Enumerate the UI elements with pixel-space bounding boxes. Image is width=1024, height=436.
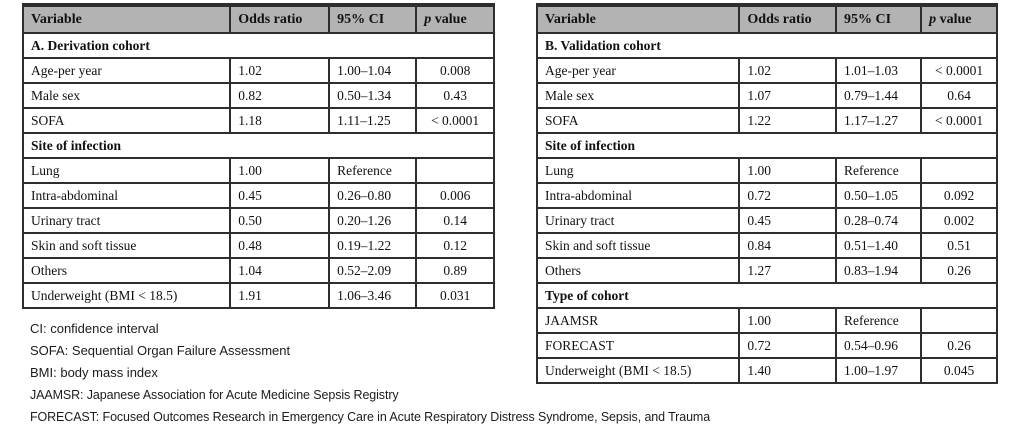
column-header: p value <box>416 5 494 33</box>
column-header: Odds ratio <box>230 5 329 33</box>
variable-cell: Others <box>23 258 230 283</box>
table-row <box>537 108 997 133</box>
variable-cell: Male sex <box>23 83 230 108</box>
odds-ratio-cell: 0.72 <box>739 333 836 358</box>
odds-ratio-cell: 0.72 <box>739 183 836 208</box>
section-row <box>23 33 494 58</box>
p-value-cell: 0.64 <box>921 83 997 108</box>
table-row <box>537 258 997 283</box>
variable-cell: Urinary tract <box>537 208 739 233</box>
ci-cell: 1.06–3.46 <box>329 283 416 308</box>
p-italic: p <box>929 12 937 27</box>
variable-cell: Lung <box>537 158 739 183</box>
ci-cell: 1.17–1.27 <box>836 108 921 133</box>
p-value-cell: 0.12 <box>416 233 494 258</box>
section-row <box>537 283 997 308</box>
odds-ratio-cell: 1.27 <box>739 258 836 283</box>
p-value-cell: 0.031 <box>416 283 494 308</box>
ci-cell: 0.79–1.44 <box>836 83 921 108</box>
odds-ratio-cell: 1.91 <box>230 283 329 308</box>
section-row <box>537 133 997 158</box>
variable-cell: SOFA <box>537 108 739 133</box>
odds-ratio-cell: 1.40 <box>739 358 836 383</box>
derivation-cohort-table <box>22 3 495 309</box>
footnote-line: JAAMSR: Japanese Association for Acute Medicine Sepsis Registry <box>30 387 399 402</box>
variable-cell: Skin and soft tissue <box>537 233 739 258</box>
footnotes-block <box>30 318 738 428</box>
table-row <box>537 83 997 108</box>
column-header: Variable <box>23 5 230 33</box>
ci-cell: Reference <box>836 308 921 333</box>
footnote-line: CI: confidence interval <box>30 321 159 336</box>
section-row <box>537 33 997 58</box>
p-italic: p <box>424 12 432 27</box>
p-value-cell <box>921 308 997 333</box>
table-header-row <box>23 5 494 33</box>
table-row <box>23 208 494 233</box>
variable-cell: Lung <box>23 158 230 183</box>
odds-ratio-cell: 0.45 <box>739 208 836 233</box>
table-row <box>23 258 494 283</box>
ci-cell: 0.50–1.34 <box>329 83 416 108</box>
table-row <box>23 58 494 83</box>
table-row <box>537 183 997 208</box>
p-value-cell: 0.26 <box>921 258 997 283</box>
odds-ratio-cell: 1.04 <box>230 258 329 283</box>
odds-ratio-cell: 1.02 <box>230 58 329 83</box>
odds-ratio-cell: 1.22 <box>739 108 836 133</box>
ci-cell: Reference <box>329 158 416 183</box>
table-row <box>23 283 494 308</box>
variable-cell: Underweight (BMI < 18.5) <box>23 283 230 308</box>
odds-ratio-cell: 0.48 <box>230 233 329 258</box>
variable-cell: Others <box>537 258 739 283</box>
p-value-cell: 0.26 <box>921 333 997 358</box>
odds-ratio-cell: 1.00 <box>739 158 836 183</box>
p-value-cell: 0.045 <box>921 358 997 383</box>
table-row <box>537 233 997 258</box>
variable-cell: Age-per year <box>537 58 739 83</box>
p-value-cell: < 0.0001 <box>921 108 997 133</box>
odds-ratio-cell: 1.00 <box>739 308 836 333</box>
footnote-line: BMI: body mass index <box>30 365 158 380</box>
ci-cell: 0.54–0.96 <box>836 333 921 358</box>
section-label: Type of cohort <box>537 283 997 308</box>
variable-cell: Age-per year <box>23 58 230 83</box>
ci-cell: 0.52–2.09 <box>329 258 416 283</box>
table-row <box>23 158 494 183</box>
p-value-cell <box>921 158 997 183</box>
variable-cell: JAAMSR <box>537 308 739 333</box>
variable-cell: SOFA <box>23 108 230 133</box>
odds-ratio-cell: 1.00 <box>230 158 329 183</box>
p-value-cell: < 0.0001 <box>416 108 494 133</box>
ci-cell: 0.50–1.05 <box>836 183 921 208</box>
variable-cell: Urinary tract <box>23 208 230 233</box>
variable-cell: Intra-abdominal <box>23 183 230 208</box>
ci-cell: 0.28–0.74 <box>836 208 921 233</box>
table-row <box>23 233 494 258</box>
table-body <box>23 33 494 308</box>
section-label: Site of infection <box>537 133 997 158</box>
ci-cell: 0.51–1.40 <box>836 233 921 258</box>
odds-ratio-cell: 1.07 <box>739 83 836 108</box>
ci-cell: Reference <box>836 158 921 183</box>
column-header: Odds ratio <box>739 5 836 33</box>
ci-cell: 1.11–1.25 <box>329 108 416 133</box>
variable-cell: Skin and soft tissue <box>23 233 230 258</box>
p-value-cell: 0.14 <box>416 208 494 233</box>
ci-cell: 0.83–1.94 <box>836 258 921 283</box>
table-row <box>537 158 997 183</box>
table-row <box>23 108 494 133</box>
p-value-cell: 0.43 <box>416 83 494 108</box>
p-value-cell: 0.51 <box>921 233 997 258</box>
section-row <box>23 133 494 158</box>
footnote-line: FORECAST: Focused Outcomes Research in Emergency Care in Acute Respiratory Distress Syndrome, Sepsis, and Trauma <box>30 409 711 424</box>
p-value-cell: < 0.0001 <box>921 58 997 83</box>
odds-ratio-cell: 0.82 <box>230 83 329 108</box>
column-header: 95% CI <box>836 5 921 33</box>
odds-ratio-cell: 1.02 <box>739 58 836 83</box>
odds-ratio-cell: 0.84 <box>739 233 836 258</box>
column-header: Variable <box>537 5 739 33</box>
section-label: Site of infection <box>23 133 494 158</box>
odds-ratio-cell: 0.45 <box>230 183 329 208</box>
table-header-row <box>537 5 997 33</box>
table-row <box>23 183 494 208</box>
table-row <box>537 208 997 233</box>
variable-cell: Underweight (BMI < 18.5) <box>537 358 739 383</box>
variable-cell: Male sex <box>537 83 739 108</box>
table-row <box>23 83 494 108</box>
footnote-line: SOFA: Sequential Organ Failure Assessment <box>30 343 291 358</box>
table-row <box>537 58 997 83</box>
odds-ratio-cell: 1.18 <box>230 108 329 133</box>
header-row <box>537 5 997 33</box>
variable-cell: FORECAST <box>537 333 739 358</box>
ci-cell: 1.00–1.04 <box>329 58 416 83</box>
p-value-cell: 0.092 <box>921 183 997 208</box>
column-header: 95% CI <box>329 5 416 33</box>
header-row <box>23 5 494 33</box>
variable-cell: Intra-abdominal <box>537 183 739 208</box>
ci-cell: 0.19–1.22 <box>329 233 416 258</box>
ci-cell: 0.20–1.26 <box>329 208 416 233</box>
odds-ratio-cell: 0.50 <box>230 208 329 233</box>
p-value-cell <box>416 158 494 183</box>
ci-cell: 1.01–1.03 <box>836 58 921 83</box>
p-value-cell: 0.002 <box>921 208 997 233</box>
p-value-cell: 0.006 <box>416 183 494 208</box>
p-value-cell: 0.89 <box>416 258 494 283</box>
section-label: A. Derivation cohort <box>23 33 494 58</box>
column-header: p value <box>921 5 997 33</box>
ci-cell: 1.00–1.97 <box>836 358 921 383</box>
p-value-cell: 0.008 <box>416 58 494 83</box>
ci-cell: 0.26–0.80 <box>329 183 416 208</box>
section-label: B. Validation cohort <box>537 33 997 58</box>
